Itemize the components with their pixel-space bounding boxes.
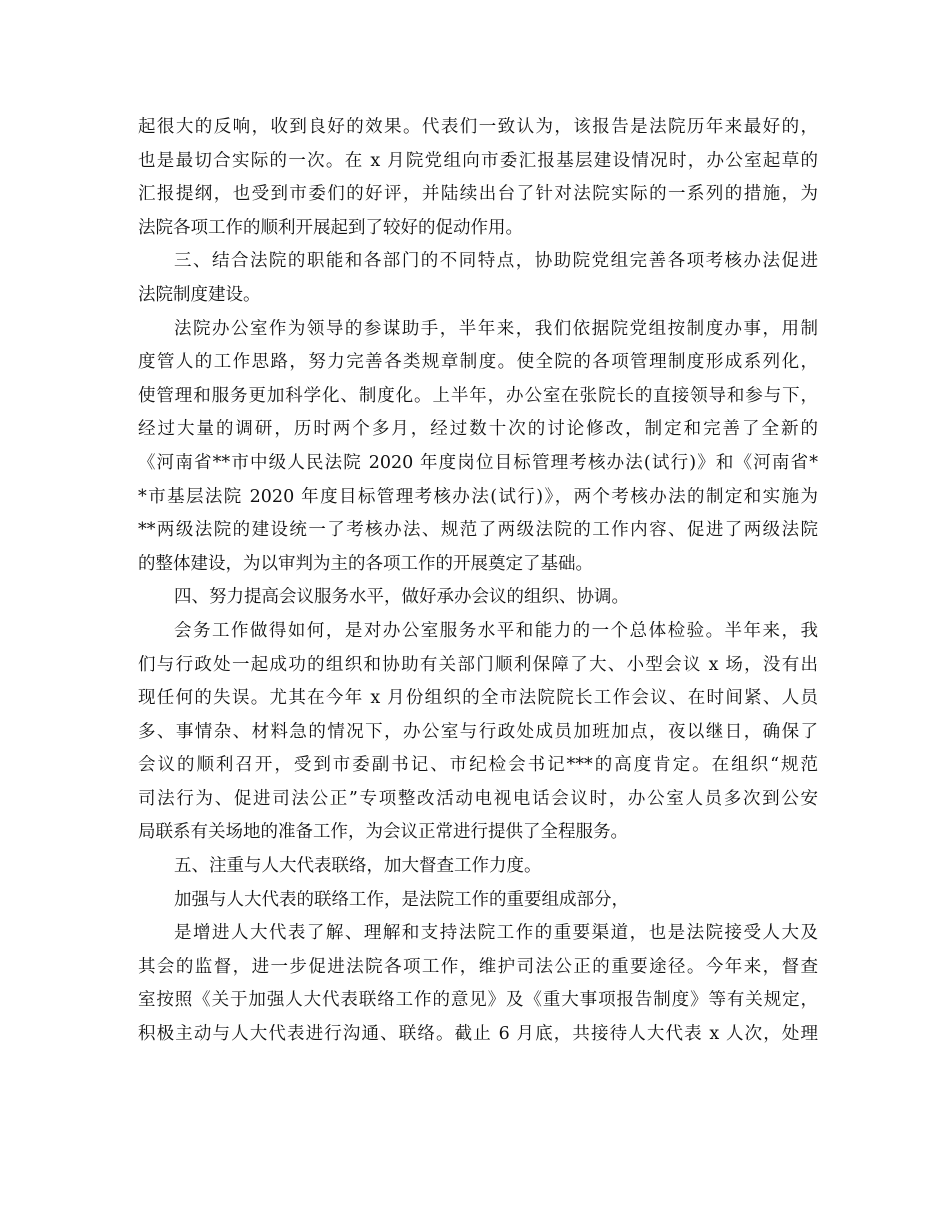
text-line: 也是最切合实际的一次。在 x 月院党组向市委汇报基层建设情况时，办公室起草的 [138,150,818,171]
text-line: 加强与人大代表的联络工作，是法院工作的重要组成部分， [174,889,629,910]
text-line: 法院制度建设。 [138,284,261,305]
text-line: 法院办公室作为领导的参谋助手，半年来，我们依据院党组按制度办事，用制 [174,318,818,339]
text-line: 是增进人大代表了解、理解和支持法院工作的重要渠道，也是法院接受人大及 [174,923,818,944]
document-body [138,111,818,1052]
text-line: 会议的顺利召开，受到市委副书记、市纪检会书记***的高度肯定。在组织“规范 [138,755,818,776]
text-line: 积极主动与人大代表进行沟通、联络。截止 6 月底，共接待人大代表 x 人次，处理 [138,1024,818,1045]
text-line: 五、注重与人大代表联络，加大督查工作力度。 [174,856,542,877]
text-line: 多、事情杂、材料急的情况下，办公室与行政处成员加班加点，夜以继日，确保了 [138,721,818,742]
text-line: 现任何的失误。尤其在今年 x 月份组织的全市法院院长工作会议、在时间紧、人员 [138,688,818,709]
text-line: 使管理和服务更加科学化、制度化。上半年，办公室在张院长的直接领导和参与下， [138,385,818,406]
text-line: 四、努力提高会议服务水平，做好承办会议的组织、协调。 [174,587,629,608]
text-line: 局联系有关场地的准备工作，为会议正常进行提供了全程服务。 [138,822,628,843]
text-line: 三、结合法院的职能和各部门的不同特点，协助院党组完善各项考核办法促进 [174,251,818,272]
text-line: 汇报提纲，也受到市委们的好评，并陆续出台了针对法院实际的一系列的措施，为 [138,184,818,205]
text-line: 室按照《关于加强人大代表联络工作的意见》及《重大事项报告制度》等有关规定， [138,990,818,1011]
text-line: 会务工作做得如何，是对办公室服务水平和能力的一个总体检验。半年来，我 [174,620,818,641]
text-line: 们与行政处一起成功的组织和协助有关部门顺利保障了大、小型会议 x 场，没有出 [138,654,818,675]
text-line: 司法行为、促进司法公正”专项整改活动电视电话会议时，办公室人员多次到公安 [138,788,818,809]
text-line: 《河南省**市中级人民法院 2020 年度岗位目标管理考核办法(试行)》和《河南省* [138,452,818,473]
text-line: 其会的监督，进一步促进法院各项工作，维护司法公正的重要途径。今年来，督查 [138,956,818,977]
text-line: 起很大的反响，收到良好的效果。代表们一致认为，该报告是法院历年来最好的， [138,117,818,137]
text-line: 经过大量的调研，历时两个多月，经过数十次的讨论修改，制定和完善了全新的 [138,419,818,440]
text-line: **两级法院的建设统一了考核办法、规范了两级法院的工作内容、促进了两级法院 [138,520,818,541]
text-line: 度管人的工作思路，努力完善各类规章制度。使全院的各项管理制度形成系列化， [138,352,818,373]
text-line: *市基层法院 2020 年度目标管理考核办法(试行)》，两个考核办法的制定和实施为 [138,486,818,507]
text-line: 法院各项工作的顺利开展起到了较好的促动作用。 [138,217,523,238]
text-line: 的整体建设，为以审判为主的各项工作的开展奠定了基础。 [138,553,593,574]
